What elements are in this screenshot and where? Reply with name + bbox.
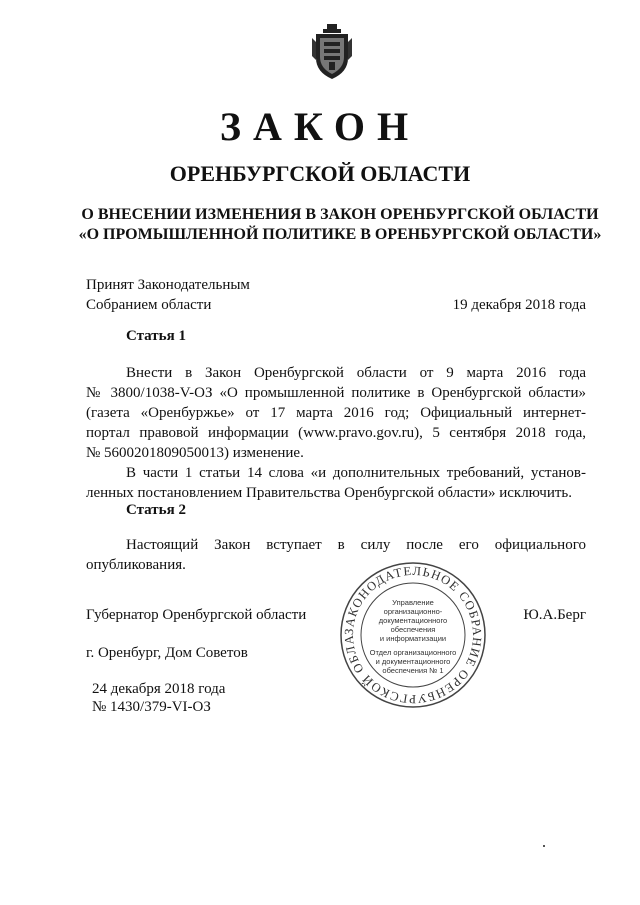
adopted-date: 19 декабря 2018 года (452, 297, 586, 313)
paragraph-line: портал правовой информации (www.pravo.gov.ru), 5 сентября 2018 года, (86, 425, 586, 441)
paragraph-line: № 3800/1038-V-ОЗ «О промышленной политике в Оренбургской области» (86, 385, 586, 401)
seal-line: документационного (378, 616, 448, 625)
seal-inner-text (368, 598, 458, 675)
document-region: ОРЕНБУРГСКОЙ ОБЛАСТИ (169, 161, 471, 186)
coat-of-arms-icon (310, 24, 354, 80)
adopted-line: Собранием области (86, 297, 212, 313)
seal-ring-text: ЗАКОНОДАТЕЛЬНОЕ СОБРАНИЕ ОРЕНБУРГСКОЙ ОБЛА (341, 563, 485, 707)
seal-line: организационно- (383, 607, 443, 616)
paragraph-line: В части 1 статьи 14 слова «и дополнительных требований, установ- (126, 465, 586, 481)
article-2-paragraph-1 (86, 535, 586, 575)
article-1-paragraph-2 (86, 463, 586, 503)
seal-line: и документационного (375, 657, 451, 666)
heading-line: О ВНЕСЕНИИ ИЗМЕНЕНИЯ В ЗАКОН ОРЕНБУРГСКОЙ ОБЛАСТИ (81, 206, 599, 223)
article-1-title: Статья 1 (126, 328, 186, 344)
document-heading (60, 205, 620, 245)
seal-line: Отдел организационного (369, 648, 457, 657)
seal-line: обеспечения (390, 625, 436, 634)
paragraph-line: (газета «Оренбуржье» от 17 марта 2016 год; Официальный интернет- (86, 405, 586, 421)
adopted-line: Принят Законодательным (86, 277, 250, 293)
article-1-paragraph-1 (86, 363, 586, 463)
paragraph-line: опубликования. (86, 557, 186, 573)
seal-line: и информатизации (379, 634, 447, 643)
law-number: № 1430/379-VI-ОЗ (92, 699, 211, 715)
signatory-name: Ю.А.Берг (523, 607, 586, 623)
signing-place: г. Оренбург, Дом Советов (86, 645, 248, 661)
official-seal (338, 560, 488, 710)
scan-speck (543, 845, 545, 847)
paragraph-line: Внести в Закон Оренбургской области от 9 марта 2016 года (126, 365, 586, 381)
adopted-by (86, 275, 250, 315)
seal-line: Управление (392, 598, 434, 607)
document-title: ЗАКОН (219, 104, 421, 149)
article-2-title: Статья 2 (126, 502, 186, 518)
heading-line: «О ПРОМЫШЛЕННОЙ ПОЛИТИКЕ В ОРЕНБУРГСКОЙ ОБЛАСТИ» (78, 226, 602, 243)
paragraph-line: Настоящий Закон вступает в силу после его официального (126, 537, 586, 553)
paragraph-line: № 5600201809050013) изменение. (86, 445, 304, 461)
signatory-position: Губернатор Оренбургской области (86, 607, 307, 623)
signing-date: 24 декабря 2018 года (92, 681, 226, 697)
seal-line: обеспечения № 1 (382, 666, 444, 675)
paragraph-line: ленных постановлением Правительства Оренбургской области» исключить. (86, 485, 573, 501)
